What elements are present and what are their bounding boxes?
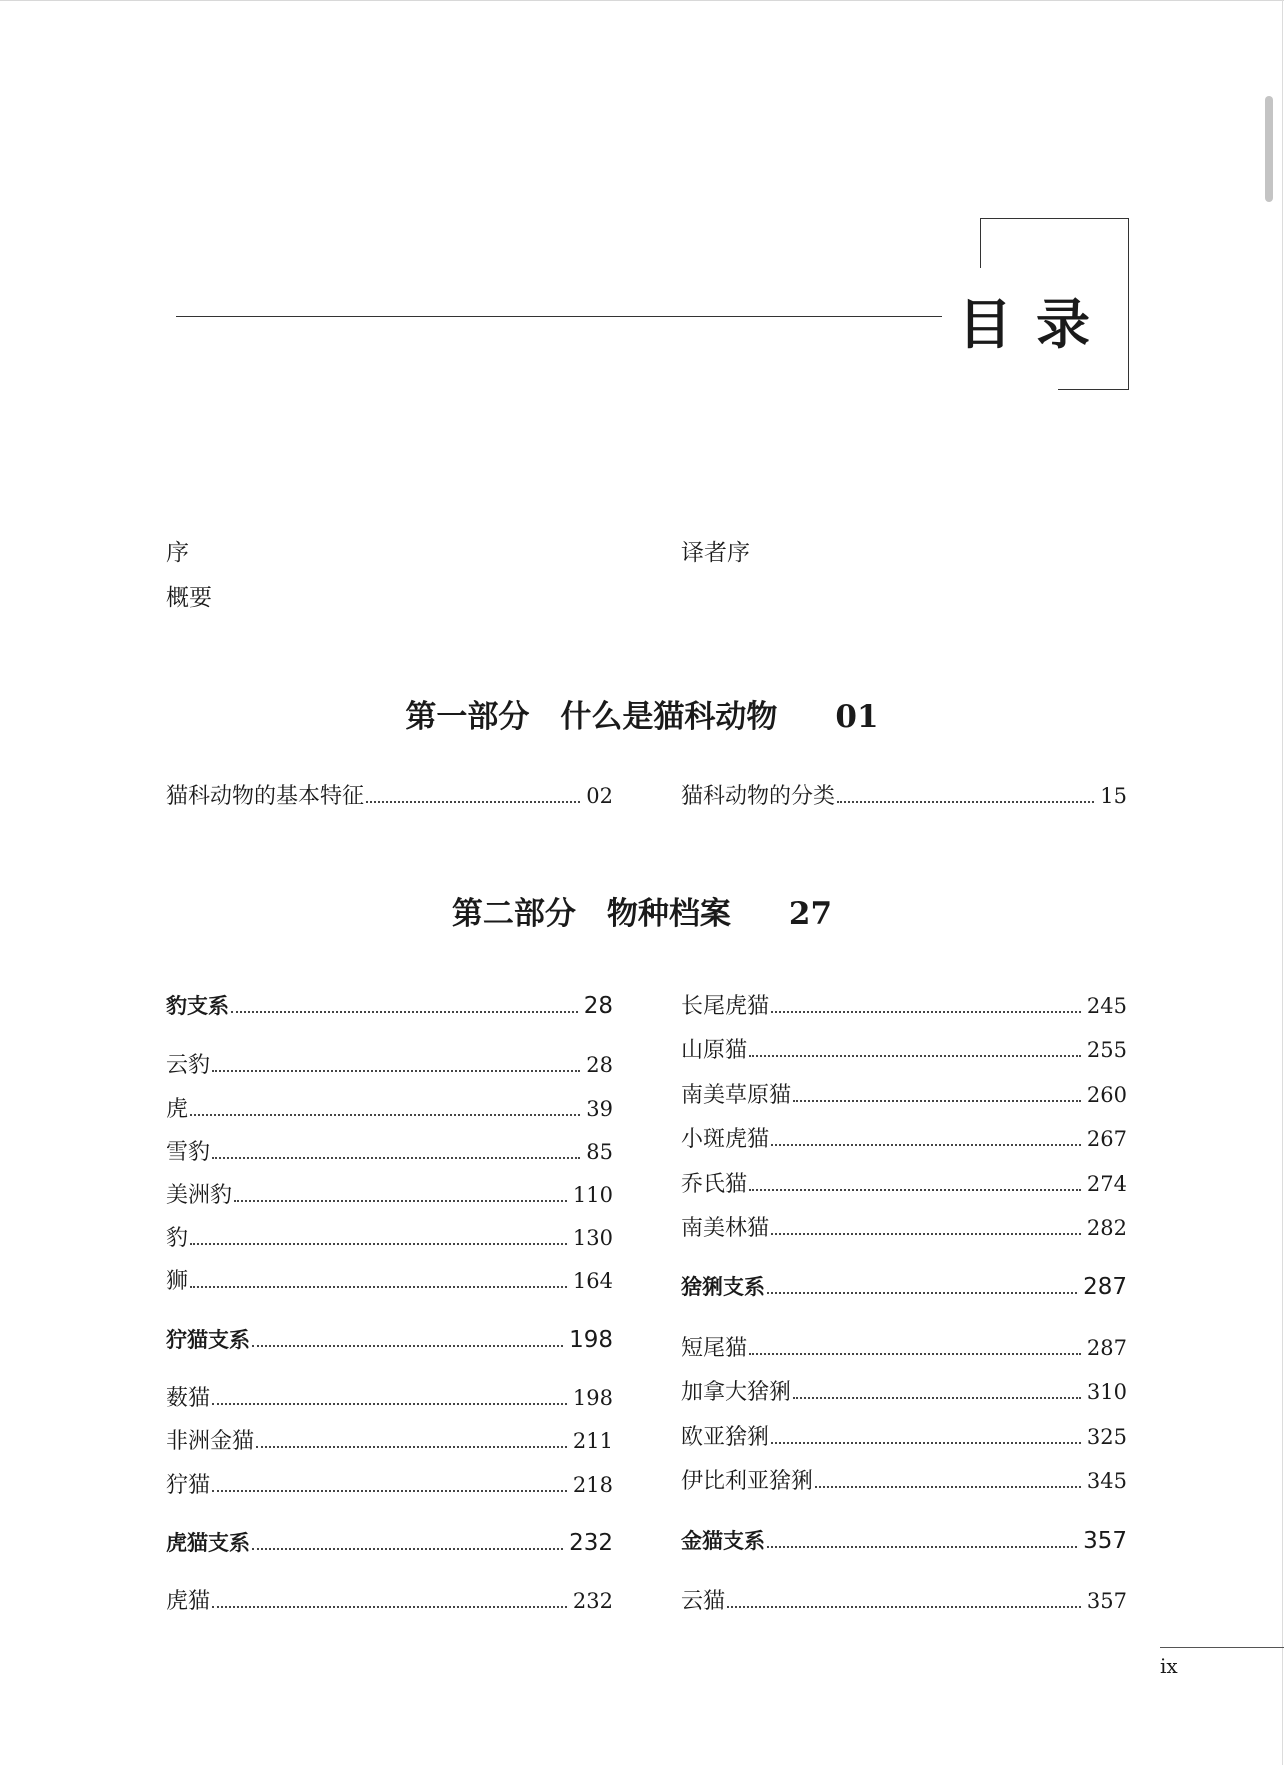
- entry-page: 232: [572, 1589, 613, 1613]
- entry-label: 短尾猫: [681, 1336, 748, 1361]
- toc-entry[interactable]: [166, 1587, 613, 1615]
- dot-leader: [793, 1397, 1081, 1399]
- dot-leader: [212, 1490, 567, 1492]
- toc-entry[interactable]: [681, 1081, 1127, 1109]
- dot-leader: [212, 1403, 567, 1405]
- toc-entry[interactable]: [166, 1471, 613, 1499]
- entry-page: 255: [1086, 1038, 1127, 1062]
- part-1-title: 第一部分 什么是猫科动物: [405, 699, 778, 735]
- entry-label: 猞猁支系: [681, 1275, 765, 1299]
- dot-leader: [231, 1011, 578, 1013]
- entry-page: 310: [1086, 1380, 1127, 1404]
- toc-entry[interactable]: [681, 1378, 1127, 1406]
- entry-label: 狞猫支系: [166, 1328, 250, 1352]
- entry-page: 260: [1086, 1083, 1127, 1107]
- entry-label: 虎: [166, 1097, 189, 1122]
- entry-page: 39: [586, 1097, 613, 1121]
- entry-page: 287: [1086, 1336, 1127, 1360]
- entry-page: 218: [572, 1473, 613, 1497]
- entry-page: 110: [572, 1183, 613, 1207]
- part-2-title: 第二部分 物种档案: [451, 896, 731, 932]
- toc-entry[interactable]: [166, 1051, 613, 1079]
- entry-page: 130: [572, 1226, 613, 1250]
- entry-label: 加拿大猞猁: [681, 1380, 792, 1405]
- entry-page: 198: [569, 1327, 613, 1353]
- toc-branch-entry[interactable]: [166, 1528, 613, 1558]
- dot-leader: [815, 1486, 1081, 1488]
- entry-label: 虎猫: [166, 1589, 211, 1614]
- toc-entry[interactable]: [166, 1427, 613, 1455]
- dot-leader: [366, 801, 580, 803]
- entry-label: 欧亚猞猁: [681, 1425, 770, 1450]
- dot-leader: [767, 1546, 1077, 1548]
- title-frame-left: [980, 218, 981, 268]
- entry-label: 美洲豹: [166, 1183, 233, 1208]
- entry-label: 薮猫: [166, 1386, 211, 1411]
- entry-page: 28: [586, 1053, 613, 1077]
- entry-label: 云豹: [166, 1053, 211, 1078]
- entry-page: 267: [1086, 1127, 1127, 1151]
- toc-branch-entry[interactable]: [166, 991, 613, 1021]
- part-2-heading[interactable]: [0, 894, 1284, 934]
- toc-entry[interactable]: [681, 1036, 1127, 1064]
- page-edge-top: [0, 0, 1284, 1]
- dot-leader: [749, 1353, 1081, 1355]
- toc-entry[interactable]: [166, 1267, 613, 1295]
- entry-page: 85: [586, 1140, 613, 1164]
- title-frame-top: [980, 218, 1128, 219]
- page-edge-right: [1282, 0, 1283, 1765]
- entry-label: 猫科动物的基本特征: [166, 784, 365, 809]
- entry-label: 狞猫: [166, 1473, 211, 1498]
- entry-page: 357: [1086, 1589, 1127, 1613]
- dot-leader: [749, 1055, 1081, 1057]
- dot-leader: [212, 1070, 580, 1072]
- entry-label: 小斑虎猫: [681, 1127, 770, 1152]
- entry-page: 287: [1083, 1274, 1127, 1300]
- entry-label: 豹支系: [166, 994, 229, 1018]
- dot-leader: [767, 1292, 1077, 1294]
- dot-leader: [771, 1442, 1081, 1444]
- toc-entry[interactable]: [166, 782, 613, 810]
- toc-entry[interactable]: [166, 1224, 613, 1252]
- entry-page: 211: [572, 1429, 613, 1453]
- toc-entry[interactable]: [166, 1181, 613, 1209]
- toc-entry[interactable]: [681, 1423, 1127, 1451]
- part-2-page: 27: [788, 896, 833, 932]
- toc-preface[interactable]: 序: [166, 540, 189, 566]
- dot-leader: [252, 1345, 563, 1347]
- footer-rule: [1160, 1647, 1284, 1648]
- entry-label: 雪豹: [166, 1140, 211, 1165]
- dot-leader: [212, 1606, 567, 1608]
- toc-entry[interactable]: [681, 992, 1127, 1020]
- dot-leader: [190, 1286, 567, 1288]
- dot-leader: [727, 1606, 1081, 1608]
- dot-leader: [749, 1189, 1081, 1191]
- dot-leader: [190, 1114, 580, 1116]
- toc-entry[interactable]: [166, 1384, 613, 1412]
- entry-page: 232: [569, 1530, 613, 1556]
- entry-page: 28: [583, 993, 613, 1019]
- entry-page: 198: [572, 1386, 613, 1410]
- page-title: 目录: [958, 292, 1114, 356]
- entry-label: 虎猫支系: [166, 1531, 250, 1555]
- part-1-page: 01: [835, 699, 879, 735]
- page-number: ix: [1160, 1654, 1178, 1678]
- entry-label: 乔氏猫: [681, 1172, 748, 1197]
- entry-label: 猫科动物的分类: [681, 784, 836, 809]
- dot-leader: [771, 1144, 1081, 1146]
- entry-page: 15: [1100, 784, 1127, 808]
- dot-leader: [771, 1233, 1081, 1235]
- title-rule: [176, 316, 942, 317]
- toc-translator-preface[interactable]: 译者序: [681, 540, 750, 566]
- dot-leader: [837, 801, 1094, 803]
- toc-branch-entry[interactable]: [681, 1526, 1127, 1556]
- dot-leader: [793, 1100, 1081, 1102]
- part-1-heading[interactable]: [0, 697, 1284, 737]
- toc-entry[interactable]: [681, 1587, 1127, 1615]
- toc-entry[interactable]: [681, 782, 1127, 810]
- entry-label: 豹: [166, 1226, 189, 1251]
- entry-label: 云猫: [681, 1589, 726, 1614]
- entry-page: 357: [1083, 1528, 1127, 1554]
- entry-label: 金猫支系: [681, 1529, 765, 1553]
- title-frame-bottom: [1058, 389, 1129, 390]
- toc-branch-entry[interactable]: [681, 1272, 1127, 1302]
- entry-label: 长尾虎猫: [681, 994, 770, 1019]
- entry-label: 南美草原猫: [681, 1083, 792, 1108]
- entry-page: 274: [1086, 1172, 1127, 1196]
- toc-entry[interactable]: [166, 1138, 613, 1166]
- toc-summary[interactable]: 概要: [166, 585, 212, 611]
- entry-page: 164: [572, 1269, 613, 1293]
- dot-leader: [212, 1157, 580, 1159]
- entry-page: 245: [1086, 994, 1127, 1018]
- toc-entry[interactable]: [681, 1214, 1127, 1242]
- toc-entry[interactable]: [681, 1467, 1127, 1495]
- dot-leader: [190, 1243, 567, 1245]
- dot-leader: [252, 1548, 563, 1550]
- toc-entry[interactable]: [166, 1095, 613, 1123]
- toc-entry[interactable]: [681, 1334, 1127, 1362]
- toc-branch-entry[interactable]: [166, 1325, 613, 1355]
- toc-entry[interactable]: [681, 1125, 1127, 1153]
- entry-page: 345: [1086, 1469, 1127, 1493]
- dot-leader: [234, 1200, 567, 1202]
- entry-page: 02: [586, 784, 613, 808]
- entry-label: 山原猫: [681, 1038, 748, 1063]
- toc-entry[interactable]: [681, 1170, 1127, 1198]
- entry-label: 非洲金猫: [166, 1429, 255, 1454]
- scrollbar-thumb[interactable]: [1265, 96, 1273, 202]
- entry-label: 狮: [166, 1269, 189, 1294]
- dot-leader: [256, 1446, 567, 1448]
- entry-label: 南美林猫: [681, 1216, 770, 1241]
- entry-page: 282: [1086, 1216, 1127, 1240]
- dot-leader: [771, 1011, 1081, 1013]
- entry-page: 325: [1086, 1425, 1127, 1449]
- title-frame-right: [1128, 218, 1129, 389]
- entry-label: 伊比利亚猞猁: [681, 1469, 814, 1494]
